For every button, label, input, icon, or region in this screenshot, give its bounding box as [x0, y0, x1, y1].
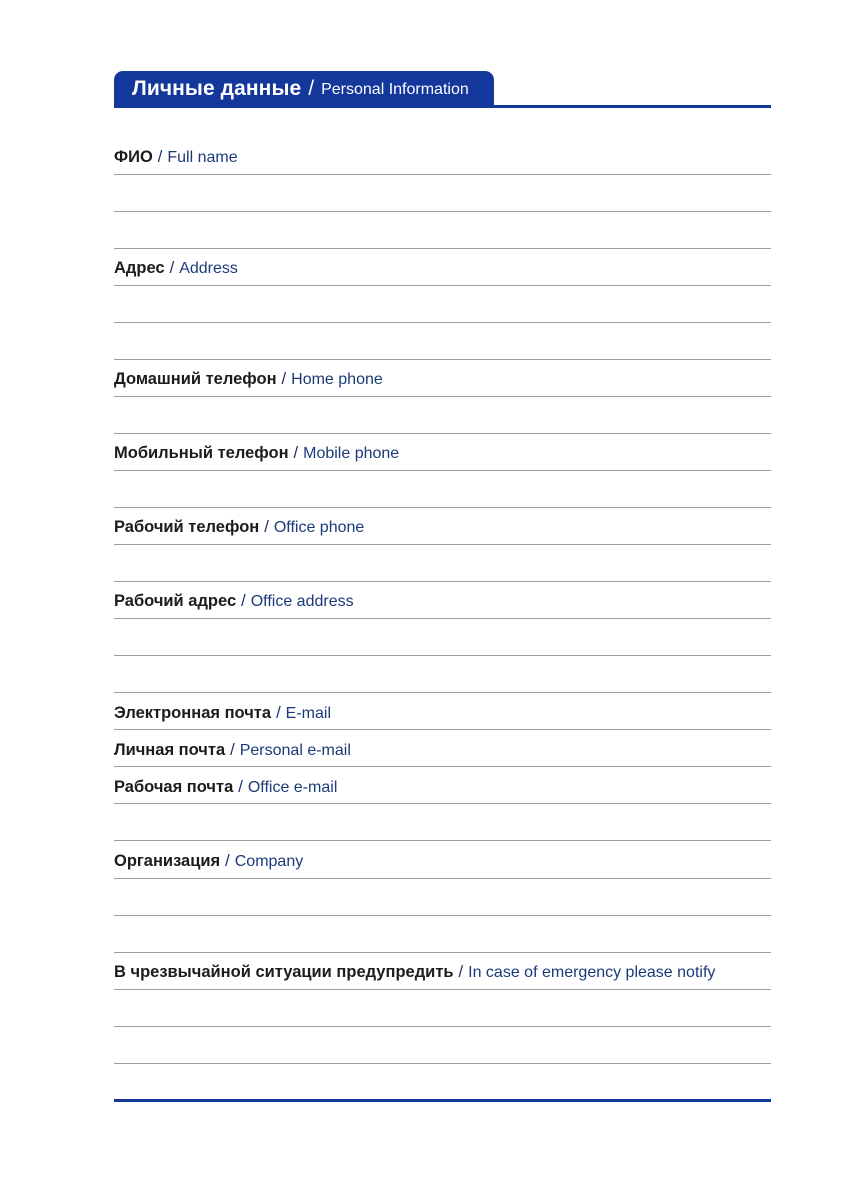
writing-line[interactable] [114, 211, 771, 212]
field-label-office-email: Рабочая почта / Office e-mail [114, 778, 338, 796]
writing-line[interactable] [114, 692, 771, 693]
field-label-emergency-contact: В чрезвычайной ситуации предупредить / In case of emergency please notify [114, 963, 716, 981]
writing-line[interactable] [114, 878, 771, 879]
writing-line[interactable] [114, 433, 771, 434]
writing-line[interactable] [114, 1026, 771, 1027]
writing-line[interactable] [114, 915, 771, 916]
writing-line[interactable] [114, 989, 771, 990]
field-label-personal-email: Личная почта / Personal e-mail [114, 741, 351, 759]
field-label-mobile-phone: Мобильный телефон / Mobile phone [114, 444, 400, 462]
section-title-ru: Личные данные [132, 77, 302, 100]
writing-line[interactable] [114, 803, 771, 804]
field-label-address: Адрес / Address [114, 259, 238, 277]
writing-line[interactable] [114, 655, 771, 656]
writing-line[interactable] [114, 1063, 771, 1064]
writing-line[interactable] [114, 766, 771, 767]
writing-line[interactable] [114, 248, 771, 249]
field-label-full-name: ФИО / Full name [114, 148, 238, 166]
field-label-office-address: Рабочий адрес / Office address [114, 592, 354, 610]
field-label-company: Организация / Company [114, 852, 304, 870]
writing-line[interactable] [114, 729, 771, 730]
writing-line[interactable] [114, 396, 771, 397]
writing-line[interactable] [114, 322, 771, 323]
writing-line[interactable] [114, 470, 771, 471]
writing-line[interactable] [114, 359, 771, 360]
field-label-office-phone: Рабочий телефон / Office phone [114, 518, 365, 536]
writing-line[interactable] [114, 952, 771, 953]
section-bottom-rule [114, 1099, 771, 1102]
writing-line[interactable] [114, 544, 771, 545]
writing-line[interactable] [114, 507, 771, 508]
section-header-tab [114, 71, 494, 107]
writing-line[interactable] [114, 174, 771, 175]
section-title-en: Personal Information [321, 81, 469, 98]
writing-line[interactable] [114, 840, 771, 841]
field-label-home-phone: Домашний телефон / Home phone [114, 370, 383, 388]
field-label-email: Электронная почта / E-mail [114, 704, 331, 722]
writing-line[interactable] [114, 581, 771, 582]
writing-line[interactable] [114, 285, 771, 286]
section-title-separator: / [308, 77, 315, 100]
writing-line[interactable] [114, 618, 771, 619]
section-header-rule [114, 105, 771, 108]
